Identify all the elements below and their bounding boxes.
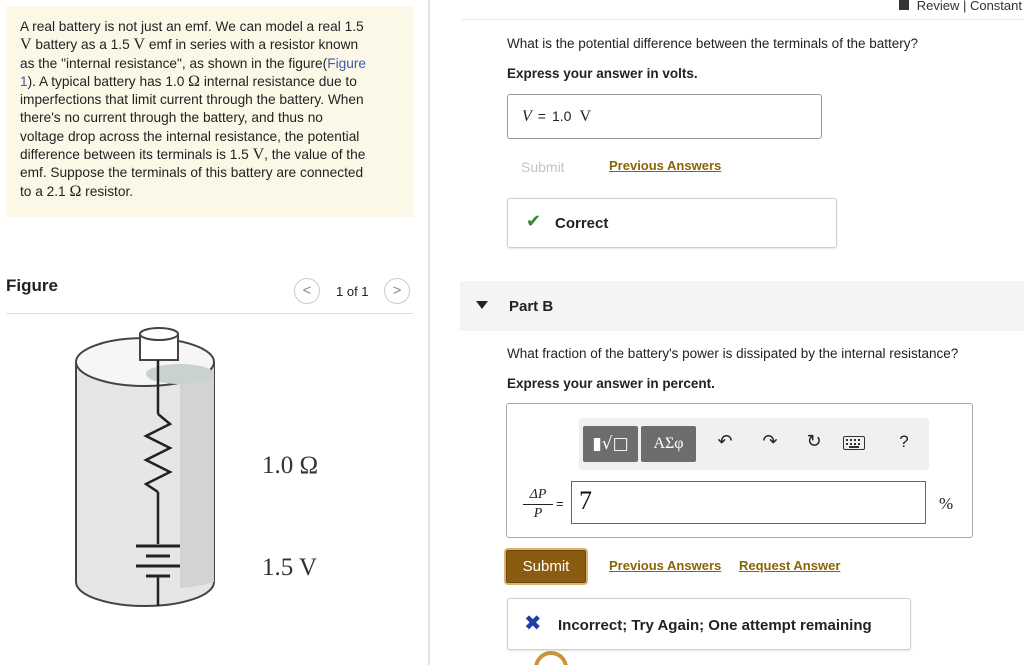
percent-unit: % <box>939 494 954 513</box>
problem-text: there's no current through the battery, and thus no <box>20 110 323 126</box>
part-b-instruction: Express your answer in percent. <box>507 376 715 391</box>
caret-down-icon <box>476 301 488 309</box>
part-b-previous-answers-link[interactable]: Previous Answers <box>609 558 722 573</box>
battery-terminal-cap <box>140 328 178 340</box>
equals-sign: = <box>556 496 564 511</box>
review-constants-link[interactable] <box>899 0 1022 13</box>
problem-line <box>20 128 400 146</box>
problem-line <box>20 73 400 91</box>
part-a-answer-box <box>507 94 822 139</box>
problem-text: to a 2.1 <box>20 183 70 199</box>
problem-text: as the "internal resistance", as shown in the figure( <box>20 55 328 71</box>
problem-line <box>20 36 400 54</box>
hint-icon[interactable] <box>534 651 568 665</box>
problem-text: battery as a 1.5 <box>31 37 134 53</box>
problem-line <box>20 146 400 164</box>
unit-text: V <box>252 146 265 164</box>
undo-icon[interactable]: ↶ <box>717 431 733 451</box>
part-a-previous-answers-link[interactable]: Previous Answers <box>609 158 722 173</box>
top-bar <box>462 0 1024 20</box>
problem-text: resistor. <box>81 183 134 199</box>
left-panel <box>0 0 430 665</box>
figure-link[interactable]: Figure <box>327 55 366 71</box>
part-b-answer-input[interactable]: 7 <box>571 481 926 524</box>
equals-sign: = <box>537 108 546 124</box>
part-a-submit-button[interactable]: Submit <box>507 152 585 182</box>
problem-text: imperfections that limit current through the battery. When <box>20 92 364 108</box>
help-icon[interactable]: ? <box>899 432 909 451</box>
problem-line <box>20 18 400 36</box>
figure-link[interactable]: 1 <box>20 73 28 89</box>
figure-pager: 1 of 1 <box>336 284 369 299</box>
internal-resistance-label: 1.0 Ω <box>262 452 319 479</box>
problem-text: difference between its terminals is 1.5 <box>20 147 253 163</box>
right-panel <box>432 0 1024 665</box>
figure-title: Figure <box>6 276 58 295</box>
answer-variable: V <box>522 108 532 125</box>
part-b-title: Part B <box>509 298 554 315</box>
problem-text: internal resistance due to <box>200 73 357 89</box>
emf-label: 1.5 V <box>262 554 318 581</box>
problem-text: ). A typical battery has 1.0 <box>27 73 189 89</box>
chevron-right-icon[interactable]: > <box>384 278 410 304</box>
keyboard-icon[interactable] <box>843 436 865 450</box>
feedback-text: Correct <box>555 215 609 232</box>
review-text: Review | Constant <box>916 0 1022 13</box>
problem-statement <box>6 6 414 217</box>
answer-value: 1.0 <box>551 108 572 124</box>
x-icon: ✖ <box>524 612 542 635</box>
part-b-question: What fraction of the battery's power is dissipated by the internal resistance? <box>507 346 959 361</box>
part-b-header[interactable] <box>460 281 1024 331</box>
answer-unit: V <box>579 108 591 125</box>
problem-text: voltage drop across the internal resistance, the potential <box>20 128 360 144</box>
fraction-numerator: ΔP <box>523 487 553 505</box>
battery-top-shadow <box>146 364 214 384</box>
reset-icon[interactable]: ↻ <box>806 431 822 451</box>
chevron-left-icon[interactable]: < <box>294 278 320 304</box>
unit-text: V <box>133 36 146 54</box>
battery-figure <box>60 326 230 626</box>
equation-editor <box>506 403 973 538</box>
part-a-feedback <box>507 198 837 248</box>
templates-button[interactable]: ▮√□ <box>583 426 638 462</box>
problem-line <box>20 91 400 109</box>
fraction-label <box>523 487 553 522</box>
unit-text: V <box>20 36 32 54</box>
problem-line <box>20 109 400 127</box>
problem-text: emf in series with a resistor known <box>145 37 359 53</box>
figure-header <box>6 270 413 314</box>
battery-shading <box>180 362 214 588</box>
book-icon <box>899 0 909 10</box>
equation-toolbar <box>579 418 929 470</box>
part-b-feedback <box>507 598 911 650</box>
greek-symbols-button[interactable]: ΑΣφ <box>641 426 696 462</box>
redo-icon[interactable]: ↷ <box>762 431 778 451</box>
unit-text: Ω <box>69 182 82 200</box>
part-a-instruction: Express your answer in volts. <box>507 66 698 81</box>
part-b-submit-button[interactable]: Submit <box>506 550 586 583</box>
request-answer-link[interactable]: Request Answer <box>739 558 841 573</box>
problem-line <box>20 183 400 201</box>
check-icon: ✔ <box>526 211 542 231</box>
problem-line <box>20 164 400 182</box>
problem-text: emf. Suppose the terminals of this battery are connected <box>20 165 364 181</box>
feedback-text: Incorrect; Try Again; One attempt remaining <box>558 617 872 634</box>
unit-text: Ω <box>188 72 201 90</box>
fraction-denominator: P <box>533 506 543 521</box>
problem-text: A real battery is not just an emf. We can model a real 1.5 <box>20 19 364 34</box>
part-a-question: What is the potential difference between the terminals of the battery? <box>507 36 918 51</box>
problem-text: , the value of the <box>264 147 366 163</box>
problem-line <box>20 55 400 73</box>
